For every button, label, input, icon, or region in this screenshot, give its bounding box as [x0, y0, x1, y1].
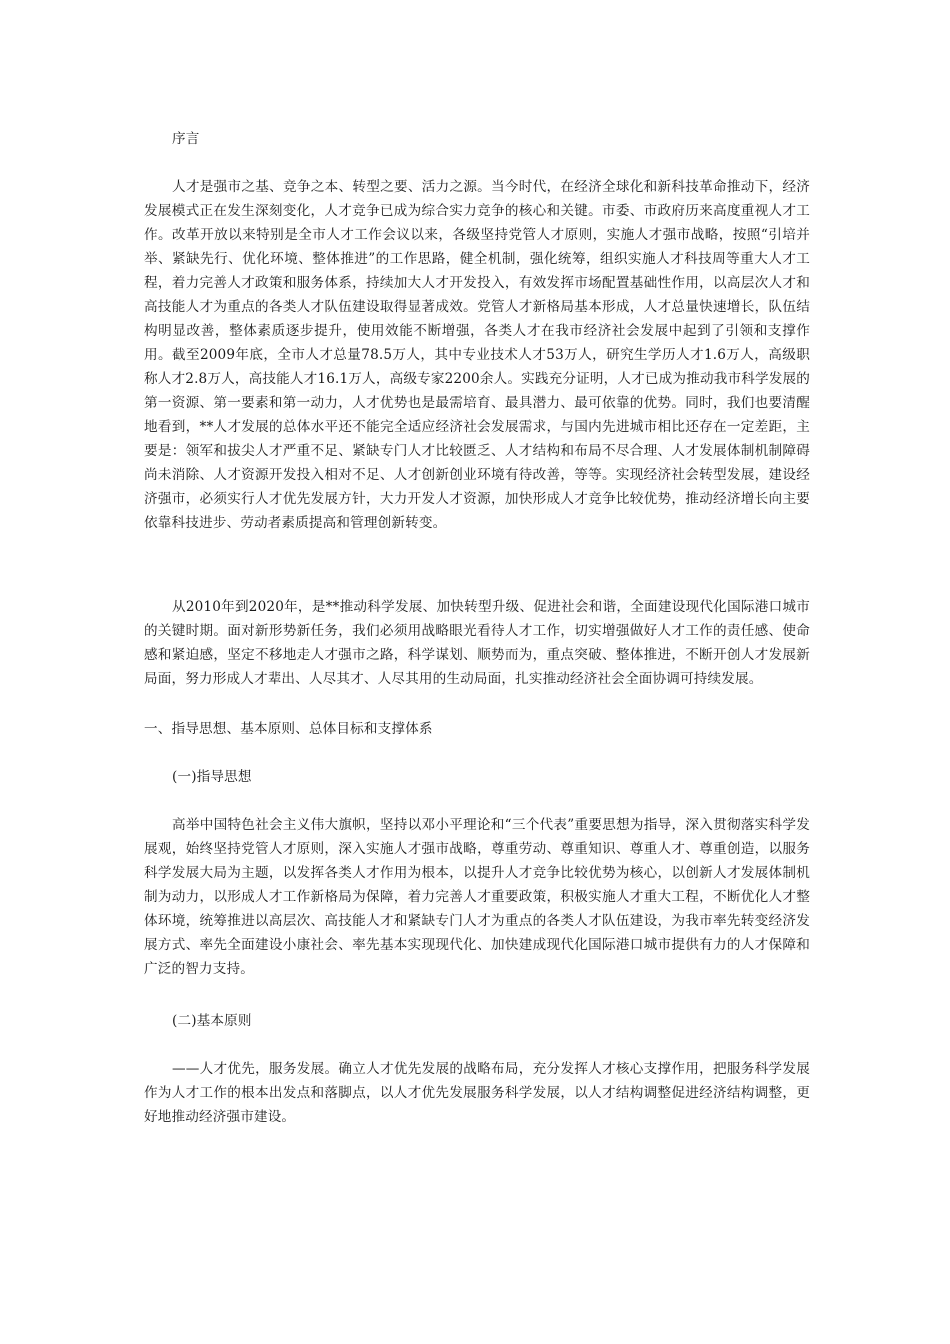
subsection-heading-guiding-thought: (一)指导思想 — [172, 769, 252, 785]
paragraph-2010-2020-period: 从2010年到2020年，是**推动科学发展、加快转型升级、促进社会和谐，全面建设现代化国际港口城市的关键时期。面对新形势新任务，我们必须用战略眼光看待人才工作，切实增强做好人才工作的责任感、使命感和紧迫感，坚定不移地走人才强市之路，科学谋划、顺势而为，重点突破、整体推进，不断开创人才发展新局面，努力形成人才辈出、人尽其才、人尽其用的生动局面，扎实推动经济社会全面协调可持续发展。 — [144, 599, 810, 687]
paragraph-talent-priority: ——人才优先，服务发展。确立人才优先发展的战略布局，充分发挥人才核心支撑作用，把服务科学发展作为人才工作的根本出发点和落脚点，以人才优先发展服务科学发展，以人才结构调整促进经济结构调整，更好地推动经济强市建设。 — [144, 1061, 810, 1125]
preface-title: 序言 — [172, 131, 200, 147]
subsection-heading-basic-principles: (二)基本原则 — [172, 1013, 252, 1029]
paragraph-talent-overview: 人才是强市之基、竞争之本、转型之要、活力之源。当今时代，在经济全球化和新科技革命推动下，经济发展模式正在发生深刻变化，人才竞争已成为综合实力竞争的核心和关键。市委、市政府历来高度重视人才工作。改革开放以来特别是全市人才工作会议以来，各级坚持党管人才原则，实施人才强市战略，按照“引培并举、紧缺先行、优化环境、整体推进”的工作思路，健全机制，强化统筹，组织实施人才科技周等重大人才工程，着力完善人才政策和服务体系，持续加大人才开发投入，有效发挥市场配置基础性作用，以高层次人才和高技能人才为重点的各类人才队伍建设取得显著成效。党管人才新格局基本形成，人才总量快速增长，队伍结构明显改善，整体素质逐步提升，使用效能不断增强，各类人才在我市经济社会发展中起到了引领和支撑作用。截至2009年底，全市人才总量78.5万人，其中专业技术人才53万人，研究生学历人才1.6万人，高级职称人才2.8万人，高技能人才16.1万人，高级专家2200余人。实践充分证明，人才已成为推动我市科学发展的第一资源、第一要素和第一动力，人才优势也是最需培育、最具潜力、最可依靠的优势。同时，我们也要清醒地看到，**人才发展的总体水平还不能完全适应经济社会发展需求，与国内先进城市相比还存在一定差距，主要是：领军和拔尖人才严重不足、紧缺专门人才比较匮乏、人才结构和布局不尽合理、人才发展体制机制障碍尚未消除、人才资源开发投入相对不足、人才创新创业环境有待改善，等等。实现经济社会转型发展，建设经济强市，必须实行人才优先发展方针，大力开发人才资源，加快形成人才竞争比较优势，推动经济增长向主要依靠科技进步、劳动者素质提高和管理创新转变。 — [144, 179, 810, 531]
paragraph-guiding-thought: 高举中国特色社会主义伟大旗帜，坚持以邓小平理论和“三个代表”重要思想为指导，深入贯彻落实科学发展观，始终坚持党管人才原则，深入实施人才强市战略，尊重劳动、尊重知识、尊重人才、尊重创造，以服务科学发展大局为主题，以发挥各类人才作用为根本，以提升人才竞争比较优势为核心，以创新人才发展体制机制为动力，以形成人才工作新格局为保障，着力完善人才重要政策，积极实施人才重大工程，不断优化人才整体环境，统筹推进以高层次、高技能人才和紧缺专门人才为重点的各类人才队伍建设，为我市率先转变经济发展方式、率先全面建设小康社会、率先基本实现现代化、加快建成现代化国际港口城市提供有力的人才保障和广泛的智力支持。 — [144, 817, 810, 977]
section-heading-guiding-principles: 一、指导思想、基本原则、总体目标和支撑体系 — [144, 721, 433, 737]
